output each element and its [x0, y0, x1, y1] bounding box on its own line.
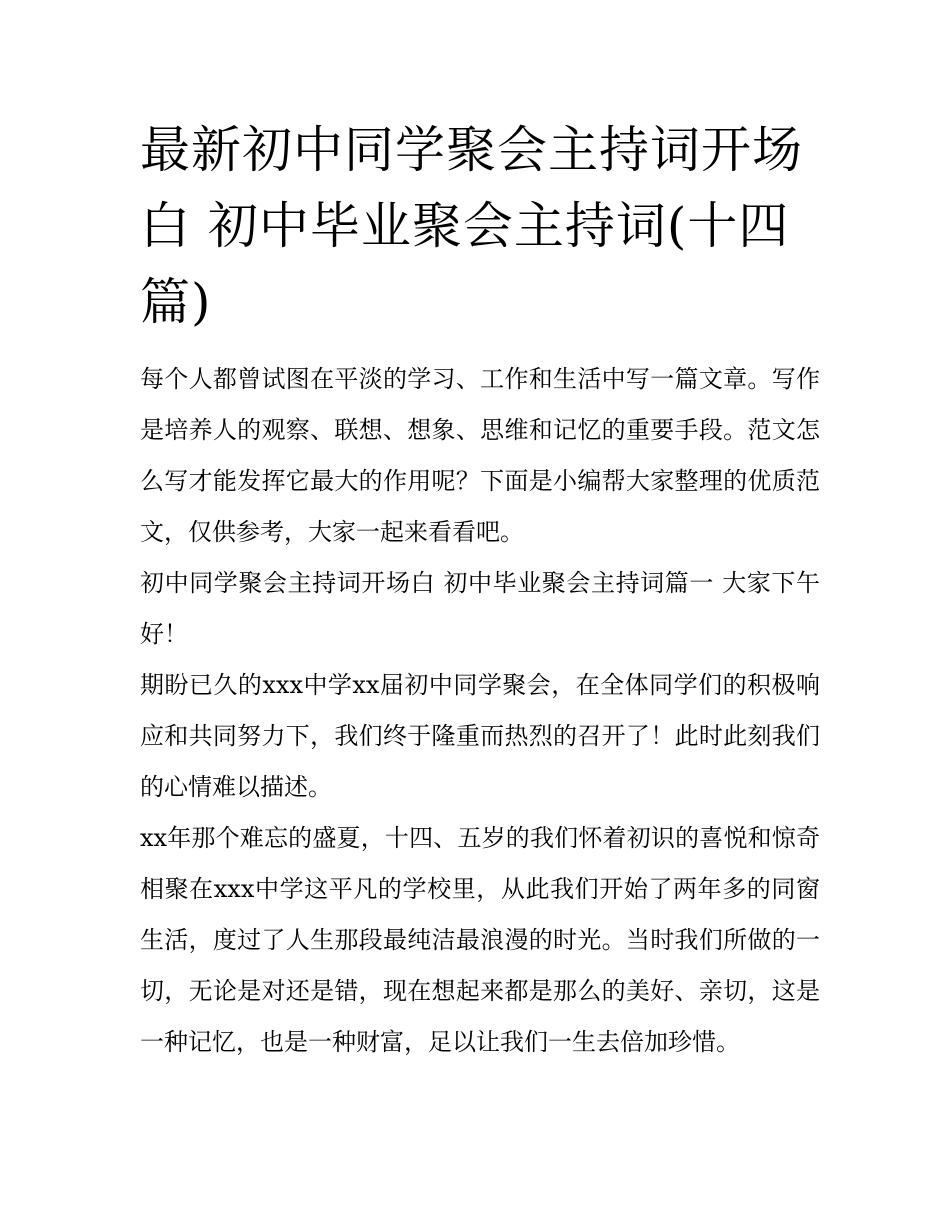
paragraph-opening: 期盼已久的xxx中学xx届初中同学聚会，在全体同学们的积极响应和共同努力下，我们终于隆重而热烈的召开了！此时此刻我们的心情难以描述。 — [140, 671, 820, 801]
document-title: 最新初中同学聚会主持词开场白 初中毕业聚会主持词(十四篇) — [140, 121, 803, 331]
document-page — [140, 112, 820, 1068]
paragraph-section-heading: 初中同学聚会主持词开场白 初中毕业聚会主持词篇一 大家下午好！ — [140, 569, 820, 648]
paragraph-intro: 每个人都曾试图在平淡的学习、工作和生活中写一篇文章。写作是培养人的观察、联想、想象、思维和记忆的重要手段。范文怎么写才能发挥它最大的作用呢？下面是小编帮大家整理的优质范文，仅供参考，大家一起来看看吧。 — [140, 365, 820, 546]
document-body — [140, 354, 820, 1068]
paragraph-memory: xx年那个难忘的盛夏，十四、五岁的我们怀着初识的喜悦和惊奇相聚在xxx中学这平凡的学校里，从此我们开始了两年多的同窗生活，度过了人生那段最纯洁最浪漫的时光。当时我们所做的一切，无论是对还是错，现在想起来都是那么的美好、亲切，这是一种记忆，也是一种财富，足以让我们一生去倍加珍惜。 — [140, 824, 820, 1056]
